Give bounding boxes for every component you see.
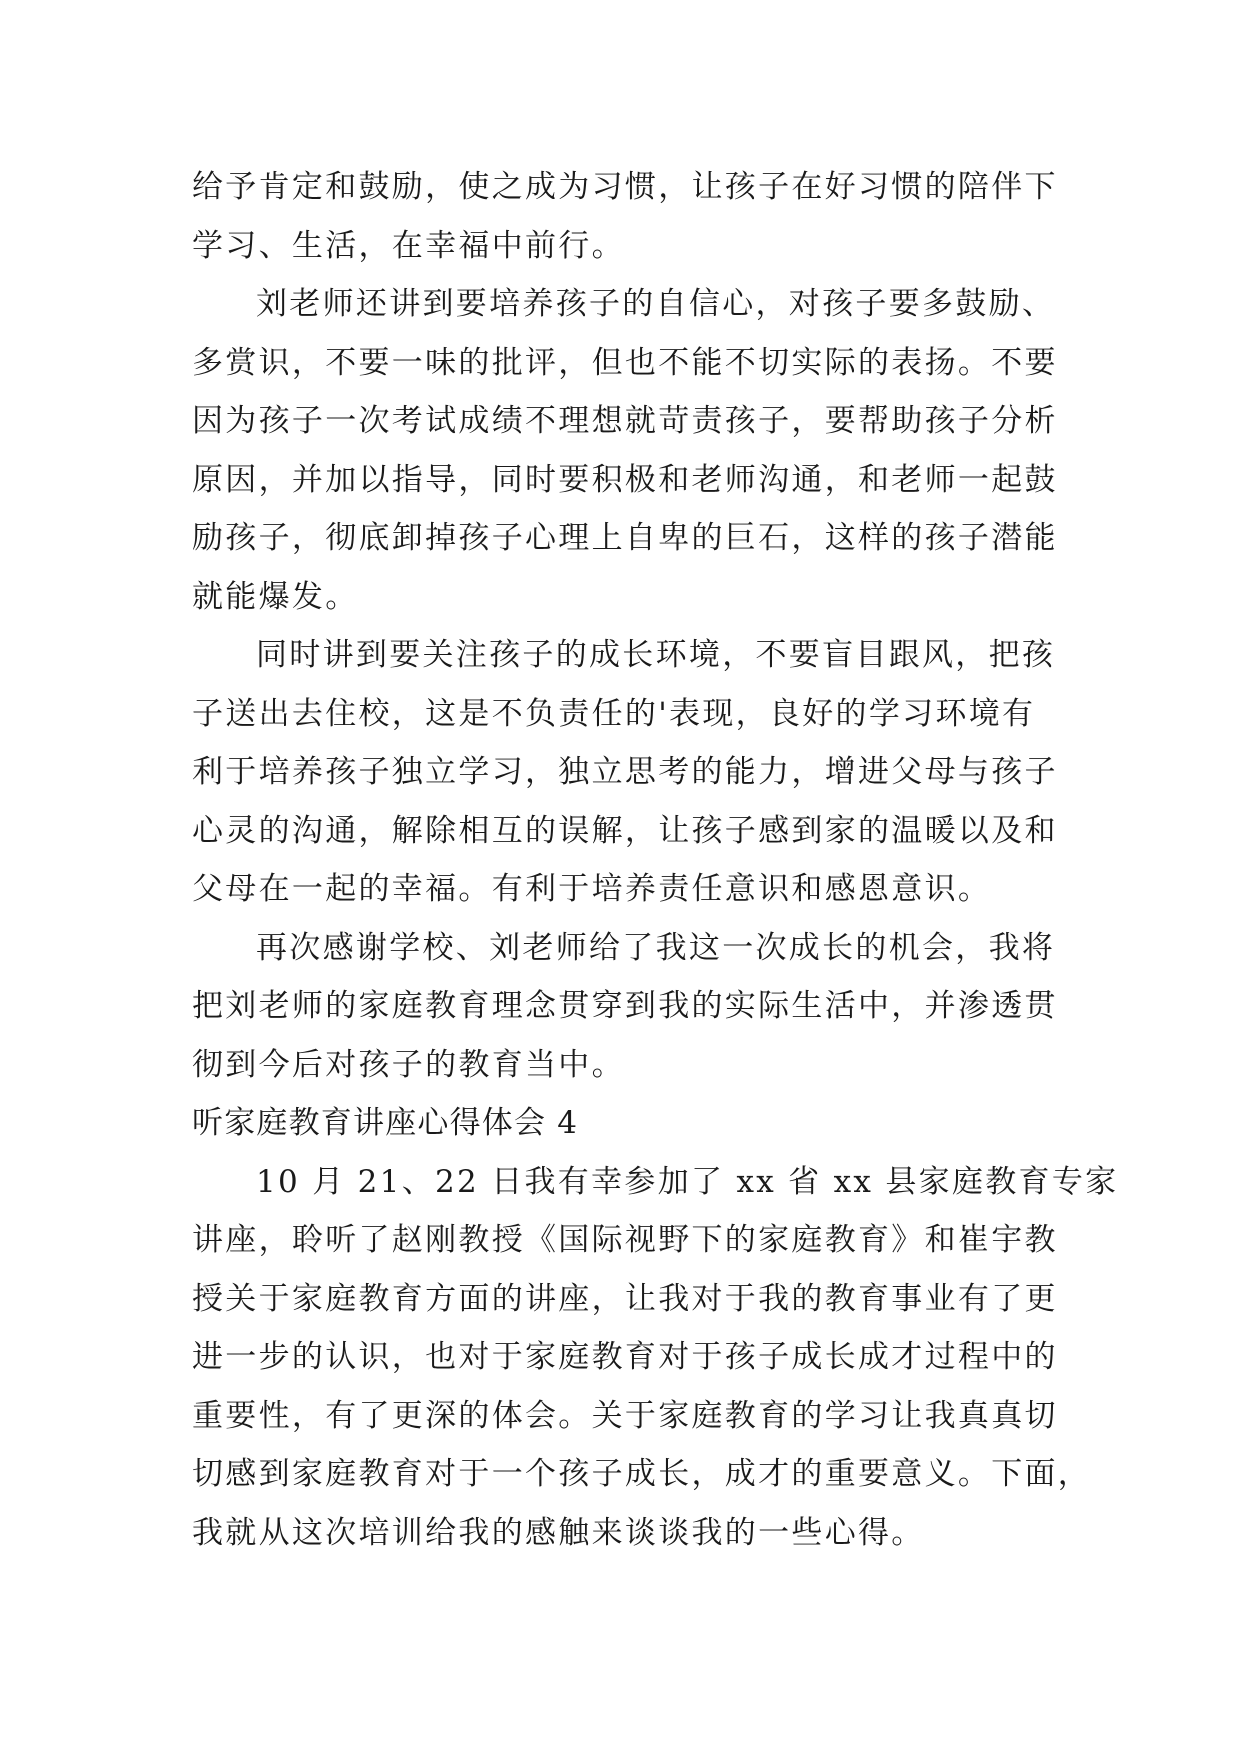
text-line: 把刘老师的家庭教育理念贯穿到我的实际生活中，并渗透贯 [192, 988, 1058, 1024]
paragraph-start-line: 再次感谢学校、刘老师给了我这一次成长的机会，我将 [256, 929, 1056, 966]
paragraph-start-line: 刘老师还讲到要培养孩子的自信心，对孩子要多鼓励、 [256, 286, 1056, 322]
paragraph-start-line: 10 月 21、22 日我有幸参加了 xx 省 xx 县家庭教育专家 [256, 1163, 1119, 1200]
text-line: 进一步的认识，也对于家庭教育对于孩子成长成才过程中的 [192, 1339, 1058, 1375]
section-heading: 听家庭教育讲座心得体会 4 [192, 1105, 579, 1141]
text-line: 授关于家庭教育方面的讲座，让我对于我的教育事业有了更 [192, 1280, 1058, 1317]
paragraph-start-line: 同时讲到要关注孩子的成长环境，不要盲目跟风，把孩 [256, 637, 1056, 673]
text-line: 子送出去住校，这是不负责任的'表现，良好的学习环境有 [192, 695, 1036, 732]
text-line: 因为孩子一次考试成绩不理想就苛责孩子，要帮助孩子分析 [192, 403, 1058, 439]
text-line: 重要性，有了更深的体会。关于家庭教育的学习让我真真切 [192, 1397, 1058, 1434]
text-line: 利于培养孩子独立学习，独立思考的能力，增进父母与孩子 [192, 754, 1058, 790]
text-line: 给予肯定和鼓励，使之成为习惯，让孩子在好习惯的陪伴下 [192, 169, 1058, 205]
text-line: 讲座，聆听了赵刚教授《国际视野下的家庭教育》和崔宇教 [192, 1222, 1058, 1258]
text-line: 学习、生活，在幸福中前行。 [192, 227, 625, 264]
text-line: 我就从这次培训给我的感触来谈谈我的一些心得。 [192, 1514, 925, 1551]
text-line: 彻到今后对孩子的教育当中。 [192, 1046, 625, 1083]
text-line: 多赏识，不要一味的批评，但也不能不切实际的表扬。不要 [192, 344, 1058, 381]
text-line: 就能爆发。 [192, 578, 359, 615]
text-line: 切感到家庭教育对于一个孩子成长，成才的重要意义。下面， [192, 1456, 1092, 1492]
text-line: 心灵的沟通，解除相互的误解，让孩子感到家的温暖以及和 [192, 812, 1058, 849]
text-line: 父母在一起的幸福。有利于培养责任意识和感恩意识。 [192, 871, 992, 907]
text-line: 励孩子，彻底卸掉孩子心理上自卑的巨石，这样的孩子潜能 [192, 520, 1058, 556]
body-text [192, 158, 1119, 1562]
text-line: 原因，并加以指导，同时要积极和老师沟通，和老师一起鼓 [192, 461, 1058, 498]
